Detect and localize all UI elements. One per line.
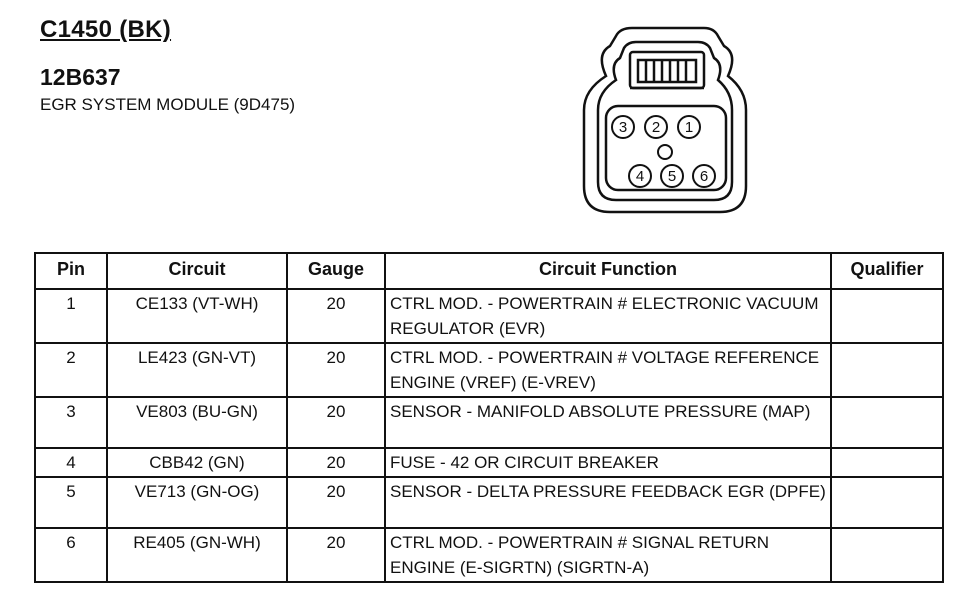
col-header-circuit-function: Circuit Function (385, 253, 831, 289)
gauge-cell: 20 (287, 448, 385, 477)
circuit-cell: VE803 (BU-GN) (107, 397, 287, 448)
table-row (35, 397, 943, 448)
polarization-hole (658, 145, 672, 159)
gauge-cell: 20 (287, 528, 385, 582)
table-row (35, 343, 943, 397)
function-cell: FUSE - 42 OR CIRCUIT BREAKER (385, 448, 831, 477)
col-header-circuit: Circuit (107, 253, 287, 289)
circuit-cell: CE133 (VT-WH) (107, 289, 287, 343)
pin-cell: 6 (35, 528, 107, 582)
table-row (35, 477, 943, 528)
pin-label-4: 4 (635, 168, 645, 185)
pin-label-3: 3 (618, 119, 628, 136)
col-header-gauge: Gauge (287, 253, 385, 289)
table-row (35, 448, 943, 477)
qualifier-cell (831, 528, 943, 582)
qualifier-cell (831, 289, 943, 343)
part-number: 12B637 (40, 64, 121, 90)
connector-title: C1450 (BK) (40, 16, 172, 43)
pin-cell: 5 (35, 477, 107, 528)
function-cell: SENSOR - MANIFOLD ABSOLUTE PRESSURE (MAP) (385, 397, 831, 448)
col-header-pin: Pin (35, 253, 107, 289)
table-header-row (35, 253, 943, 289)
gauge-cell: 20 (287, 289, 385, 343)
qualifier-cell (831, 397, 943, 448)
gauge-cell: 20 (287, 477, 385, 528)
pin-cell: 3 (35, 397, 107, 448)
pin-label-5: 5 (667, 168, 677, 185)
module-description: EGR SYSTEM MODULE (9D475) (40, 95, 296, 114)
gauge-cell: 20 (287, 343, 385, 397)
function-cell: CTRL MOD. - POWERTRAIN # SIGNAL RETURN ENGINE (E-SIGRTN) (SIGRTN-A) (385, 528, 831, 582)
function-cell: SENSOR - DELTA PRESSURE FEEDBACK EGR (DPFE) (385, 477, 831, 528)
qualifier-cell (831, 448, 943, 477)
pin-label-1: 1 (684, 119, 694, 136)
function-cell: CTRL MOD. - POWERTRAIN # ELECTRONIC VACUUM REGULATOR (EVR) (385, 289, 831, 343)
qualifier-cell (831, 343, 943, 397)
function-cell: CTRL MOD. - POWERTRAIN # VOLTAGE REFERENCE ENGINE (VREF) (E-VREV) (385, 343, 831, 397)
circuit-cell: LE423 (GN-VT) (107, 343, 287, 397)
pin-label-2: 2 (651, 119, 661, 136)
gauge-cell: 20 (287, 397, 385, 448)
pin-label-6: 6 (699, 168, 709, 185)
table-row (35, 289, 943, 343)
col-header-qualifier: Qualifier (831, 253, 943, 289)
qualifier-cell (831, 477, 943, 528)
connector-face-diagram (576, 14, 756, 218)
circuit-cell: CBB42 (GN) (107, 448, 287, 477)
circuit-cell: VE713 (GN-OG) (107, 477, 287, 528)
pin-cell: 2 (35, 343, 107, 397)
pinout-table (34, 252, 944, 583)
pin-cell: 1 (35, 289, 107, 343)
table-row (35, 528, 943, 582)
pin-cell: 4 (35, 448, 107, 477)
circuit-cell: RE405 (GN-WH) (107, 528, 287, 582)
